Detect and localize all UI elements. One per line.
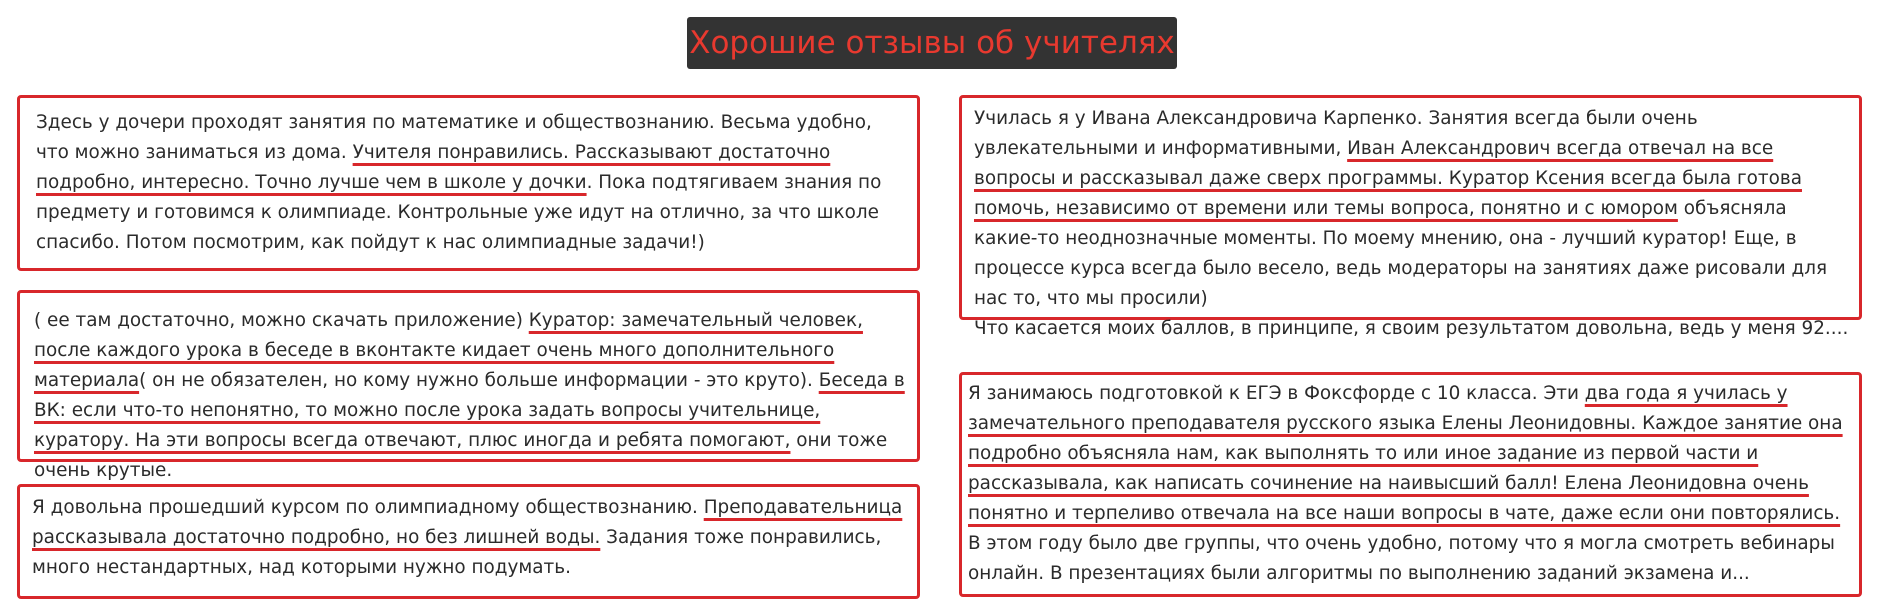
- review-text: [34, 306, 905, 486]
- review-text-plain: ( он не обязателен, но кому нужно больше информации - это круто).: [139, 370, 819, 391]
- page-title: Хорошие отзывы об учителях: [689, 25, 1175, 61]
- review-card: [17, 484, 920, 599]
- review-highlight: Куратор: замечательный человек, после каждого урока в беседе в вконтакте кидает очень много дополнительного материала: [34, 310, 863, 391]
- review-highlight: Иван Александрович всегда отвечал на все вопросы и рассказывал даже сверх программы. Куратор Ксения всегда была готова помочь, независимо от времени или темы вопроса, понятно и с юмором: [974, 138, 1802, 219]
- review-text: [32, 493, 905, 583]
- review-text: [968, 379, 1851, 589]
- review-card: [17, 95, 920, 271]
- review-text-plain: . Пока подтягиваем знания по предмету и готовимся к олимпиаде. Контрольные уже идут на отлично, за что школе спасибо. Потом посмотрим, как пойдут к нас олимпиадные задачи!): [36, 172, 882, 253]
- review-highlight: Учителя понравились. Рассказывают достаточно подробно, интересно. Точно лучше чем в школе у дочки: [36, 142, 831, 193]
- review-text: [974, 104, 1851, 344]
- review-text-plain: Что касается моих баллов, в принципе, я своим результатом довольна, ведь у меня 92....: [974, 318, 1849, 339]
- review-text: [36, 108, 901, 258]
- review-text-plain: Задания тоже понравились, много нестандартных, над которыми нужно подумать.: [32, 527, 882, 578]
- review-highlight: два года я училась у замечательного преподавателя русского языка Елены Леонидовны. Каждое занятие она подробно объясняла нам, как выполнять то или иное задание из первой части и рассказывала, как написать сочинение на наивысший балл! Елена Леонидовна очень понятно и терпеливо отвечала на все наши вопросы в чате, даже если они повторялись.: [968, 383, 1843, 524]
- review-text-plain: объясняла какие-то неоднозначные моменты. По моему мнению, она - лучший куратор! Еще, в процессе курса всегда было весело, ведь модераторы на занятиях даже рисовали для нас то, что мы просили): [974, 198, 1828, 309]
- review-highlight: Беседа в ВК: если что-то непонятно, то можно после урока задать вопросы учительнице, куратору. На эти вопросы всегда отвечают, плюс иногда и ребята помогают,: [34, 370, 905, 451]
- review-card: [959, 95, 1862, 339]
- review-text-plain: Училась я у Ивана Александровича Карпенко. Занятия всегда были очень увлекательными и информативными,: [974, 108, 1698, 159]
- review-text-plain: они тоже очень крутые.: [34, 430, 888, 481]
- page-title-banner: [687, 17, 1177, 69]
- review-text-plain: Здесь у дочери проходят занятия по математике и обществознанию. Весьма удобно, что можно заниматься из дома.: [36, 112, 872, 163]
- review-card: [959, 372, 1862, 597]
- review-highlight: Преподавательница рассказывала достаточно подробно, но без лишней воды.: [32, 497, 903, 548]
- review-text-plain: В этом году было две группы, что очень удобно, потому что я могла смотреть вебинары онлайн. В презентациях были алгоритмы по выполнению заданий экзамена и...: [968, 533, 1835, 584]
- review-text-plain: Я занимаюсь подготовкой к ЕГЭ в Фоксфорде с 10 класса. Эти: [968, 383, 1585, 404]
- review-text-plain: Я довольна прошедший курсом по олимпиадному обществознанию.: [32, 497, 704, 518]
- review-card: [17, 290, 920, 481]
- review-text-plain: ( ее там достаточно, можно скачать приложение): [34, 310, 529, 331]
